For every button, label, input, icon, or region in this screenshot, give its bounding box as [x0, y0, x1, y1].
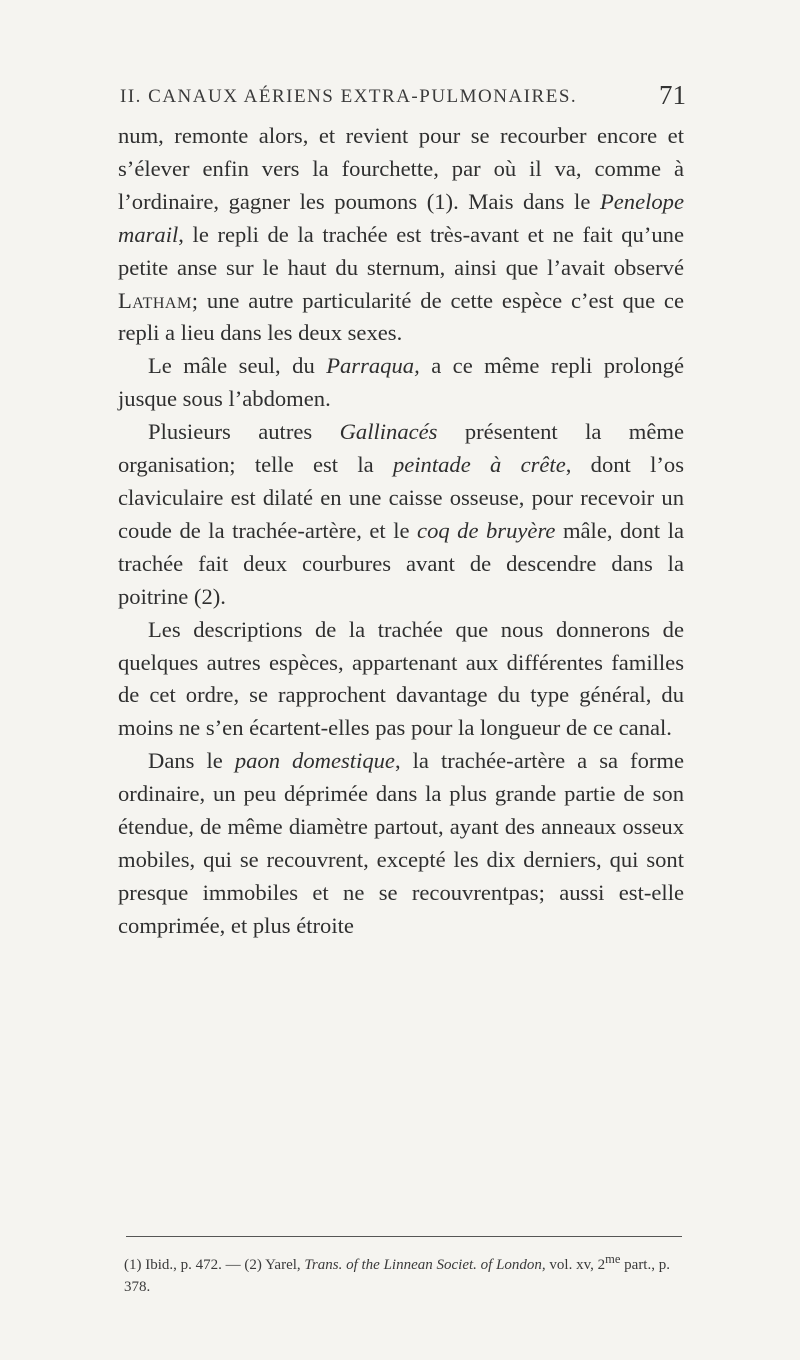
paragraph-2-text-c: a ce même repli prolongé jusque sous l’abdomen.	[118, 353, 685, 412]
body-text	[118, 120, 684, 943]
paragraph-1-text-e: ; une autre particularité de cette espèce c’est que ce repli a lieu dans les deux sexes.	[118, 287, 684, 346]
paragraph-5-text-a: Dans le	[148, 748, 235, 774]
footnotes	[124, 1248, 684, 1298]
paragraph-4-text-a: Les descriptions de la trachée que nous donnerons de quelques autres espèces, appartenant aux différentes familles de cet ordre, se rapprochent davantage du type général, du moins ne s’en écartent-elles pas pour la longueur de ce canal.	[118, 616, 684, 741]
paragraph-3	[118, 416, 684, 613]
page-number: 71	[659, 80, 686, 110]
footnote-journal-title: Trans. of the Linnean Societ. of London,	[304, 1257, 546, 1273]
paragraph-3-text-a: Plusieurs autres	[148, 419, 340, 445]
paragraph-3-text-e: , dont l’os claviculaire est dilaté en une caisse osseuse, pour recevoir un coude de la trachée-artère, et le	[118, 452, 684, 543]
paragraph-1-text-c: , le repli de la trachée est très-avant et ne fait qu’une petite anse sur le haut du sternum, ainsi que l’avait observé	[118, 221, 684, 280]
running-head	[120, 80, 686, 118]
paragraph-1	[118, 120, 684, 350]
footnote-text-c: vol. xv, 2	[545, 1257, 606, 1273]
paragraph-1-text-a: num, remonte alors, et revient pour se recourber encore et s’élever enfin vers la fourchette, par où il va, comme à l’ordinaire, gagner les poumons (1). Mais dans le	[118, 123, 684, 214]
paragraph-3-text-g: mâle, dont la trachée fait deux courbures avant de descendre dans la poitrine (2).	[118, 517, 684, 609]
footnote-text-e: part., p. 378.	[124, 1257, 670, 1295]
term-gallinaces: Gallinacés	[339, 419, 438, 445]
paragraph-2-text-a: Le mâle seul, du	[148, 353, 327, 379]
species-paon-domestique: paon domestique	[234, 748, 395, 774]
paragraph-5-text-c: , la trachée-artère a sa forme ordinaire, un peu déprimée dans la plus grande partie de son étendue, de même diamètre partout, ayant des anneaux osseux mobiles, qui se recouvrent, excepté les dix derniers, qui sont presque immobiles et ne se recouvrentpas; aussi est-elle comprimée, et plus étroite	[118, 748, 685, 938]
paragraph-3-text-c: présentent la même organisation; telle est la	[118, 419, 684, 478]
species-peintade-a-crete: peintade à crête	[392, 452, 566, 478]
footnote-divider	[126, 1236, 682, 1237]
author-latham: Latham	[118, 287, 192, 313]
species-coq-de-bruyere: coq de bruyère	[417, 517, 556, 543]
running-title: II. CANAUX AÉRIENS EXTRA-PULMONAIRES.	[120, 86, 578, 107]
footnote-text-a: (1) Ibid., p. 472. — (2) Yarel,	[124, 1257, 305, 1273]
footnote-superscript: me	[605, 1252, 621, 1266]
paragraph-4	[118, 614, 684, 746]
paragraph-5	[118, 745, 684, 942]
species-penelope-marail: Penelope marail	[118, 188, 684, 247]
species-parraqua: Parraqua,	[326, 353, 420, 379]
paragraph-2	[118, 350, 684, 416]
